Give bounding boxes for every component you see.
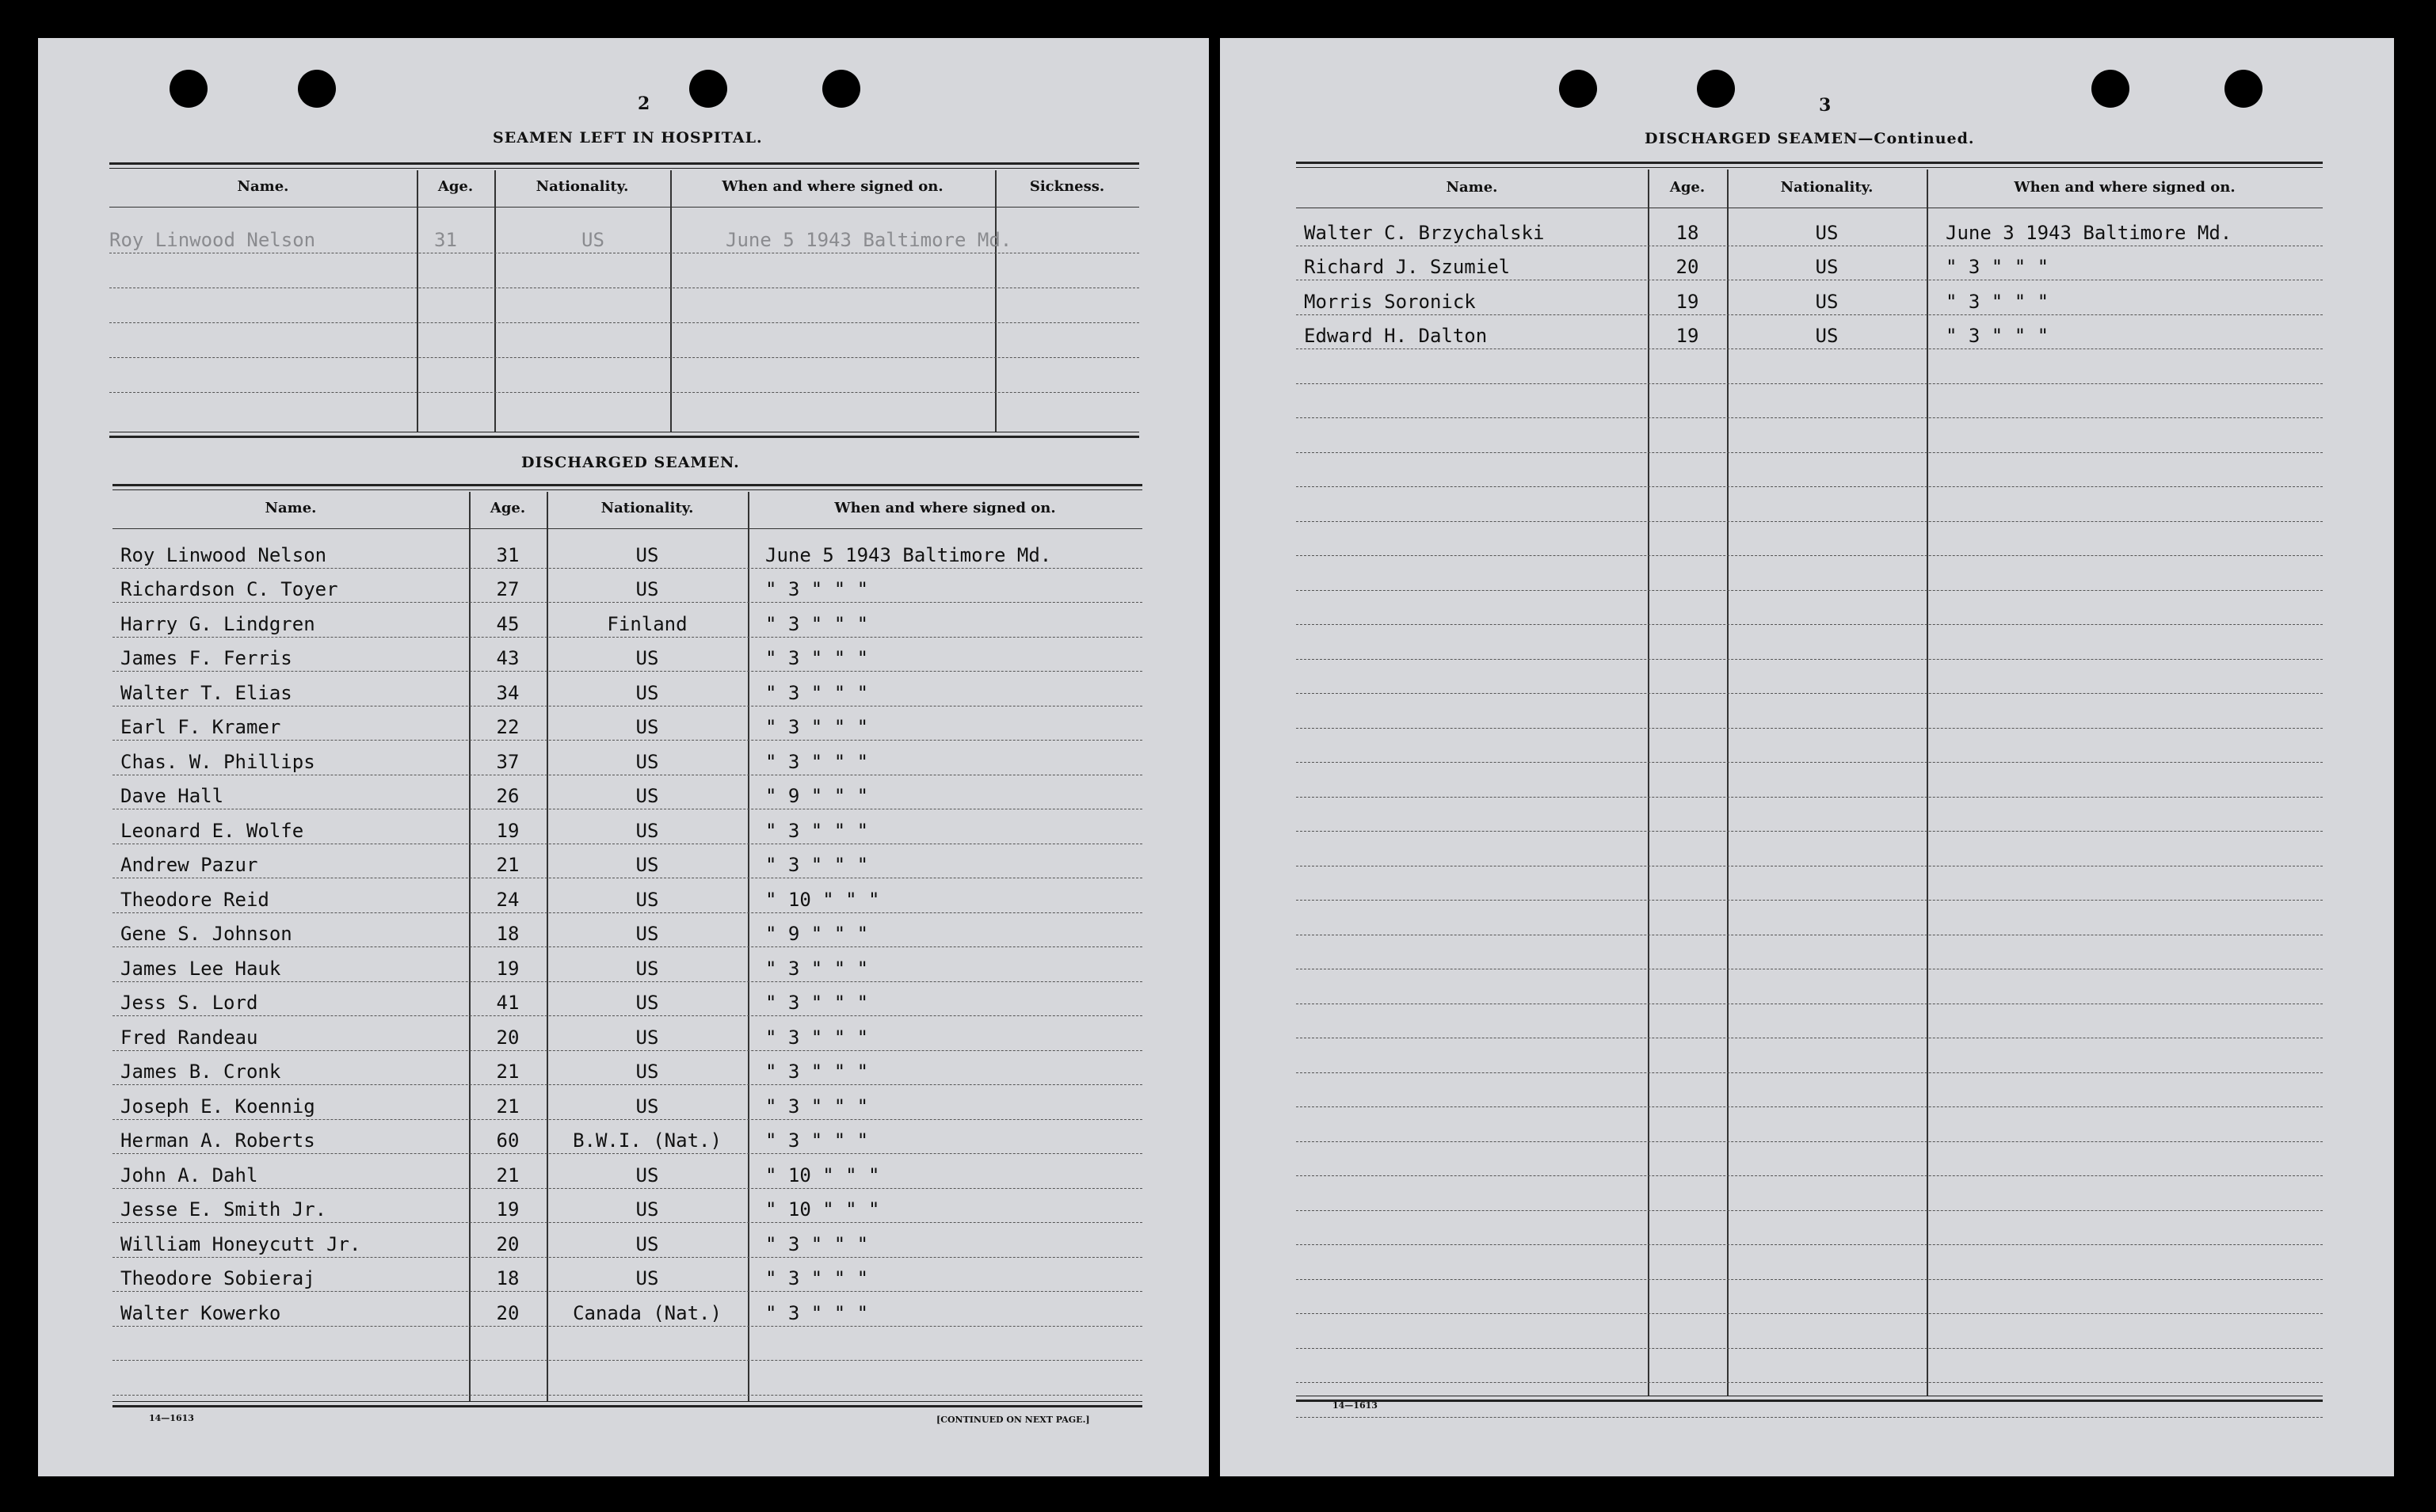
name-cell: Jesse E. Smith Jr. [120, 1198, 327, 1221]
nationality-cell: US [635, 1095, 659, 1118]
name-cell: Jess S. Lord [120, 992, 258, 1014]
nationality-cell: US [635, 750, 659, 773]
table-row [112, 809, 1142, 844]
table-row [112, 1360, 1142, 1396]
nationality-cell: US [635, 785, 659, 807]
table-row [1296, 1279, 2323, 1315]
right-page [1220, 38, 2394, 1476]
table-row [112, 946, 1142, 982]
nationality-cell: US [635, 992, 659, 1014]
table-row [112, 1222, 1142, 1258]
table-row [112, 740, 1142, 775]
column-header: Nationality. [536, 178, 629, 195]
table-row [1296, 383, 2323, 419]
age-cell: 20 [1675, 256, 1699, 278]
hospital-table [109, 162, 1139, 467]
signed-on-cell: " 9 " " " [765, 923, 869, 945]
age-cell: 45 [496, 612, 520, 635]
table-row [109, 288, 1139, 323]
name-cell: Theodore Sobieraj [120, 1267, 315, 1289]
age-cell: 21 [496, 1095, 520, 1118]
punch-hole [170, 70, 208, 108]
signed-on-cell: June 5 1943 Baltimore Md. [765, 543, 1052, 566]
column-header: Age. [1669, 179, 1706, 196]
table-row [1296, 1141, 2323, 1177]
table-row [1296, 452, 2323, 488]
table-row [1296, 590, 2323, 626]
table-row [1296, 797, 2323, 832]
nationality-cell: US [635, 1061, 659, 1083]
table-row [1296, 1210, 2323, 1246]
table-row [1296, 693, 2323, 729]
signed-on-cell: June 3 1943 Baltimore Md. [1946, 221, 2232, 244]
column-header: Nationality. [1780, 179, 1874, 196]
table-row [1296, 417, 2323, 453]
age-cell: 18 [1675, 221, 1699, 244]
name-cell: Chas. W. Phillips [120, 750, 315, 773]
age-cell: 19 [1675, 290, 1699, 313]
signed-on-cell: " 3 " " " [765, 1267, 869, 1289]
signed-on-cell: " 3 " " " [765, 1026, 869, 1049]
age-cell: 37 [496, 750, 520, 773]
table-row [1296, 280, 2323, 315]
name-cell: Morris Soronick [1304, 290, 1476, 313]
table-row [1296, 1072, 2323, 1108]
name-cell: Theodore Reid [120, 888, 269, 911]
table-row [112, 878, 1142, 913]
table-row [1296, 1313, 2323, 1349]
table-row [1296, 521, 2323, 557]
signed-on-cell: " 3 " " " [765, 1061, 869, 1083]
discharged-continued-title: DISCHARGED SEAMEN—Continued. [1645, 130, 1975, 147]
table-row [1296, 866, 2323, 901]
table-row [112, 637, 1142, 672]
age-cell: 20 [496, 1232, 520, 1255]
discharged-section-title: DISCHARGED SEAMEN. [521, 454, 740, 471]
table-row [1296, 728, 2323, 764]
age-cell: 19 [1675, 325, 1699, 347]
signed-on-cell: " 3 " " " [765, 854, 869, 876]
table-row [112, 533, 1142, 569]
punch-hole [2091, 70, 2129, 108]
name-cell: Richardson C. Toyer [120, 578, 338, 600]
name-cell: William Honeycutt Jr. [120, 1232, 361, 1255]
continued-note: [CONTINUED ON NEXT PAGE.] [936, 1415, 1090, 1425]
nationality-cell: US [1815, 256, 1839, 278]
table-row [1296, 659, 2323, 695]
age-cell: 41 [496, 992, 520, 1014]
name-cell: John A. Dahl [120, 1164, 258, 1186]
column-header: When and where signed on. [722, 178, 944, 195]
signed-on-cell: " 3 " " " [765, 750, 869, 773]
nationality-cell: US [635, 716, 659, 738]
table-row [1296, 624, 2323, 660]
left-page [38, 38, 1209, 1476]
punch-hole [689, 70, 727, 108]
table-row [112, 775, 1142, 810]
column-header: Sickness. [1029, 178, 1105, 195]
signed-on-cell: " 3 " " " [1946, 290, 2049, 313]
form-number: 14—1613 [1332, 1400, 1378, 1411]
table-row [1296, 762, 2323, 798]
signed-on-cell: " 3 " " " [765, 681, 869, 704]
table-row [1296, 1175, 2323, 1211]
column-header: Name. [1446, 179, 1498, 196]
age-cell: 60 [496, 1129, 520, 1152]
name-cell: Herman A. Roberts [120, 1129, 315, 1152]
table-row [1296, 1038, 2323, 1073]
table-row [1296, 486, 2323, 522]
name-cell: Dave Hall [120, 785, 224, 807]
table-row [112, 1153, 1142, 1189]
signed-on-cell: " 3 " " " [765, 716, 869, 738]
table-row [112, 1050, 1142, 1086]
nationality-cell: US [635, 1232, 659, 1255]
nationality-cell: US [1815, 325, 1839, 347]
age-cell: 31 [434, 229, 457, 251]
name-cell: Richard J. Szumiel [1304, 256, 1511, 278]
signed-on-cell: " 3 " " " [765, 819, 869, 842]
table-row [112, 1015, 1142, 1051]
signed-on-cell: " 3 " " " [765, 578, 869, 600]
signed-on-cell: " 3 " " " [765, 1232, 869, 1255]
table-row [1296, 314, 2323, 350]
nationality-cell: US [1815, 221, 1839, 244]
signed-on-cell: " 3 " " " [1946, 256, 2049, 278]
age-cell: 31 [496, 543, 520, 566]
name-cell: Roy Linwood Nelson [109, 229, 316, 251]
page-number: 2 [638, 93, 650, 114]
age-cell: 20 [496, 1026, 520, 1049]
table-row [112, 1188, 1142, 1224]
column-header: When and where signed on. [834, 500, 1056, 516]
signed-on-cell: " 10 " " " [765, 1164, 880, 1186]
table-row [112, 671, 1142, 706]
name-cell: Walter Kowerko [120, 1301, 281, 1324]
name-cell: Walter T. Elias [120, 681, 292, 704]
column-header: Age. [437, 178, 474, 195]
signed-on-cell: " 3 " " " [765, 612, 869, 635]
table-row [109, 253, 1139, 288]
name-cell: Earl F. Kramer [120, 716, 281, 738]
nationality-cell: US [635, 578, 659, 600]
nationality-cell: Canada (Nat.) [573, 1301, 722, 1324]
discharged-table [112, 484, 1142, 1450]
table-row [1296, 1382, 2323, 1418]
discharged-continued-table [1296, 162, 2323, 1437]
table-row [1296, 900, 2323, 935]
table-row [112, 568, 1142, 604]
column-header: Name. [265, 500, 317, 516]
table-row [109, 218, 1139, 253]
table-row [109, 322, 1139, 358]
punch-hole [2224, 70, 2263, 108]
name-cell: James F. Ferris [120, 647, 292, 669]
age-cell: 21 [496, 1061, 520, 1083]
nationality-cell: US [635, 543, 659, 566]
nationality-cell: US [635, 957, 659, 980]
table-row [1296, 969, 2323, 1004]
table-row [112, 1291, 1142, 1327]
nationality-cell: US [1815, 290, 1839, 313]
table-row [1296, 555, 2323, 591]
nationality-cell: US [635, 1164, 659, 1186]
table-row [112, 1326, 1142, 1362]
table-row [1296, 211, 2323, 246]
name-cell: James B. Cronk [120, 1061, 281, 1083]
table-row [112, 1084, 1142, 1120]
name-cell: Edward H. Dalton [1304, 325, 1488, 347]
nationality-cell: US [635, 819, 659, 842]
age-cell: 26 [496, 785, 520, 807]
age-cell: 18 [496, 923, 520, 945]
hospital-section-title: SEAMEN LEFT IN HOSPITAL. [493, 129, 763, 147]
table-row [1296, 831, 2323, 866]
age-cell: 21 [496, 1164, 520, 1186]
table-row [109, 357, 1139, 393]
name-cell: Fred Randeau [120, 1026, 258, 1049]
table-row [112, 981, 1142, 1017]
signed-on-cell: " 3 " " " [765, 957, 869, 980]
nationality-cell: US [635, 923, 659, 945]
signed-on-cell: " 3 " " " [765, 1301, 869, 1324]
column-header: Nationality. [600, 500, 694, 516]
name-cell: James Lee Hauk [120, 957, 281, 980]
age-cell: 19 [496, 1198, 520, 1221]
punch-hole [822, 70, 860, 108]
punch-hole [1697, 70, 1735, 108]
name-cell: Walter C. Brzychalski [1304, 221, 1545, 244]
age-cell: 27 [496, 578, 520, 600]
punch-hole [298, 70, 336, 108]
table-row [112, 1257, 1142, 1293]
column-header: Name. [237, 178, 289, 195]
signed-on-cell: " 3 " " " [765, 1129, 869, 1152]
nationality-cell: B.W.I. (Nat.) [573, 1129, 722, 1152]
age-cell: 34 [496, 681, 520, 704]
name-cell: Roy Linwood Nelson [120, 543, 327, 566]
table-row [1296, 1004, 2323, 1039]
name-cell: Andrew Pazur [120, 854, 258, 876]
age-cell: 18 [496, 1267, 520, 1289]
nationality-cell: Finland [607, 612, 688, 635]
table-row [1296, 348, 2323, 384]
nationality-cell: US [635, 647, 659, 669]
age-cell: 19 [496, 957, 520, 980]
signed-on-cell: " 9 " " " [765, 785, 869, 807]
age-cell: 19 [496, 819, 520, 842]
signed-on-cell: June 5 1943 Baltimore Md. [726, 229, 1012, 251]
age-cell: 22 [496, 716, 520, 738]
table-row [112, 844, 1142, 879]
table-row [1296, 1244, 2323, 1280]
table-row [112, 912, 1142, 948]
signed-on-cell: " 3 " " " [765, 1095, 869, 1118]
age-cell: 24 [496, 888, 520, 911]
table-row [112, 602, 1142, 638]
age-cell: 21 [496, 854, 520, 876]
name-cell: Gene S. Johnson [120, 923, 292, 945]
table-row [1296, 246, 2323, 281]
signed-on-cell: " 10 " " " [765, 1198, 880, 1221]
table-row [1296, 935, 2323, 970]
table-row [1296, 1106, 2323, 1142]
signed-on-cell: " 3 " " " [1946, 325, 2049, 347]
signed-on-cell: " 3 " " " [765, 647, 869, 669]
nationality-cell: US [635, 1026, 659, 1049]
signed-on-cell: " 3 " " " [765, 992, 869, 1014]
nationality-cell: US [635, 681, 659, 704]
table-row [112, 706, 1142, 741]
table-row [1296, 1348, 2323, 1384]
punch-hole [1559, 70, 1597, 108]
age-cell: 43 [496, 647, 520, 669]
nationality-cell: US [581, 229, 604, 251]
column-header: When and where signed on. [2014, 179, 2236, 196]
nationality-cell: US [635, 1198, 659, 1221]
name-cell: Harry G. Lindgren [120, 612, 315, 635]
name-cell: Leonard E. Wolfe [120, 819, 304, 842]
age-cell: 20 [496, 1301, 520, 1324]
signed-on-cell: " 10 " " " [765, 888, 880, 911]
page-number: 3 [1819, 95, 1832, 116]
column-header: Age. [490, 500, 526, 516]
nationality-cell: US [635, 1267, 659, 1289]
table-row [112, 1119, 1142, 1155]
nationality-cell: US [635, 854, 659, 876]
name-cell: Joseph E. Koennig [120, 1095, 315, 1118]
form-number: 14—1613 [149, 1413, 194, 1423]
nationality-cell: US [635, 888, 659, 911]
